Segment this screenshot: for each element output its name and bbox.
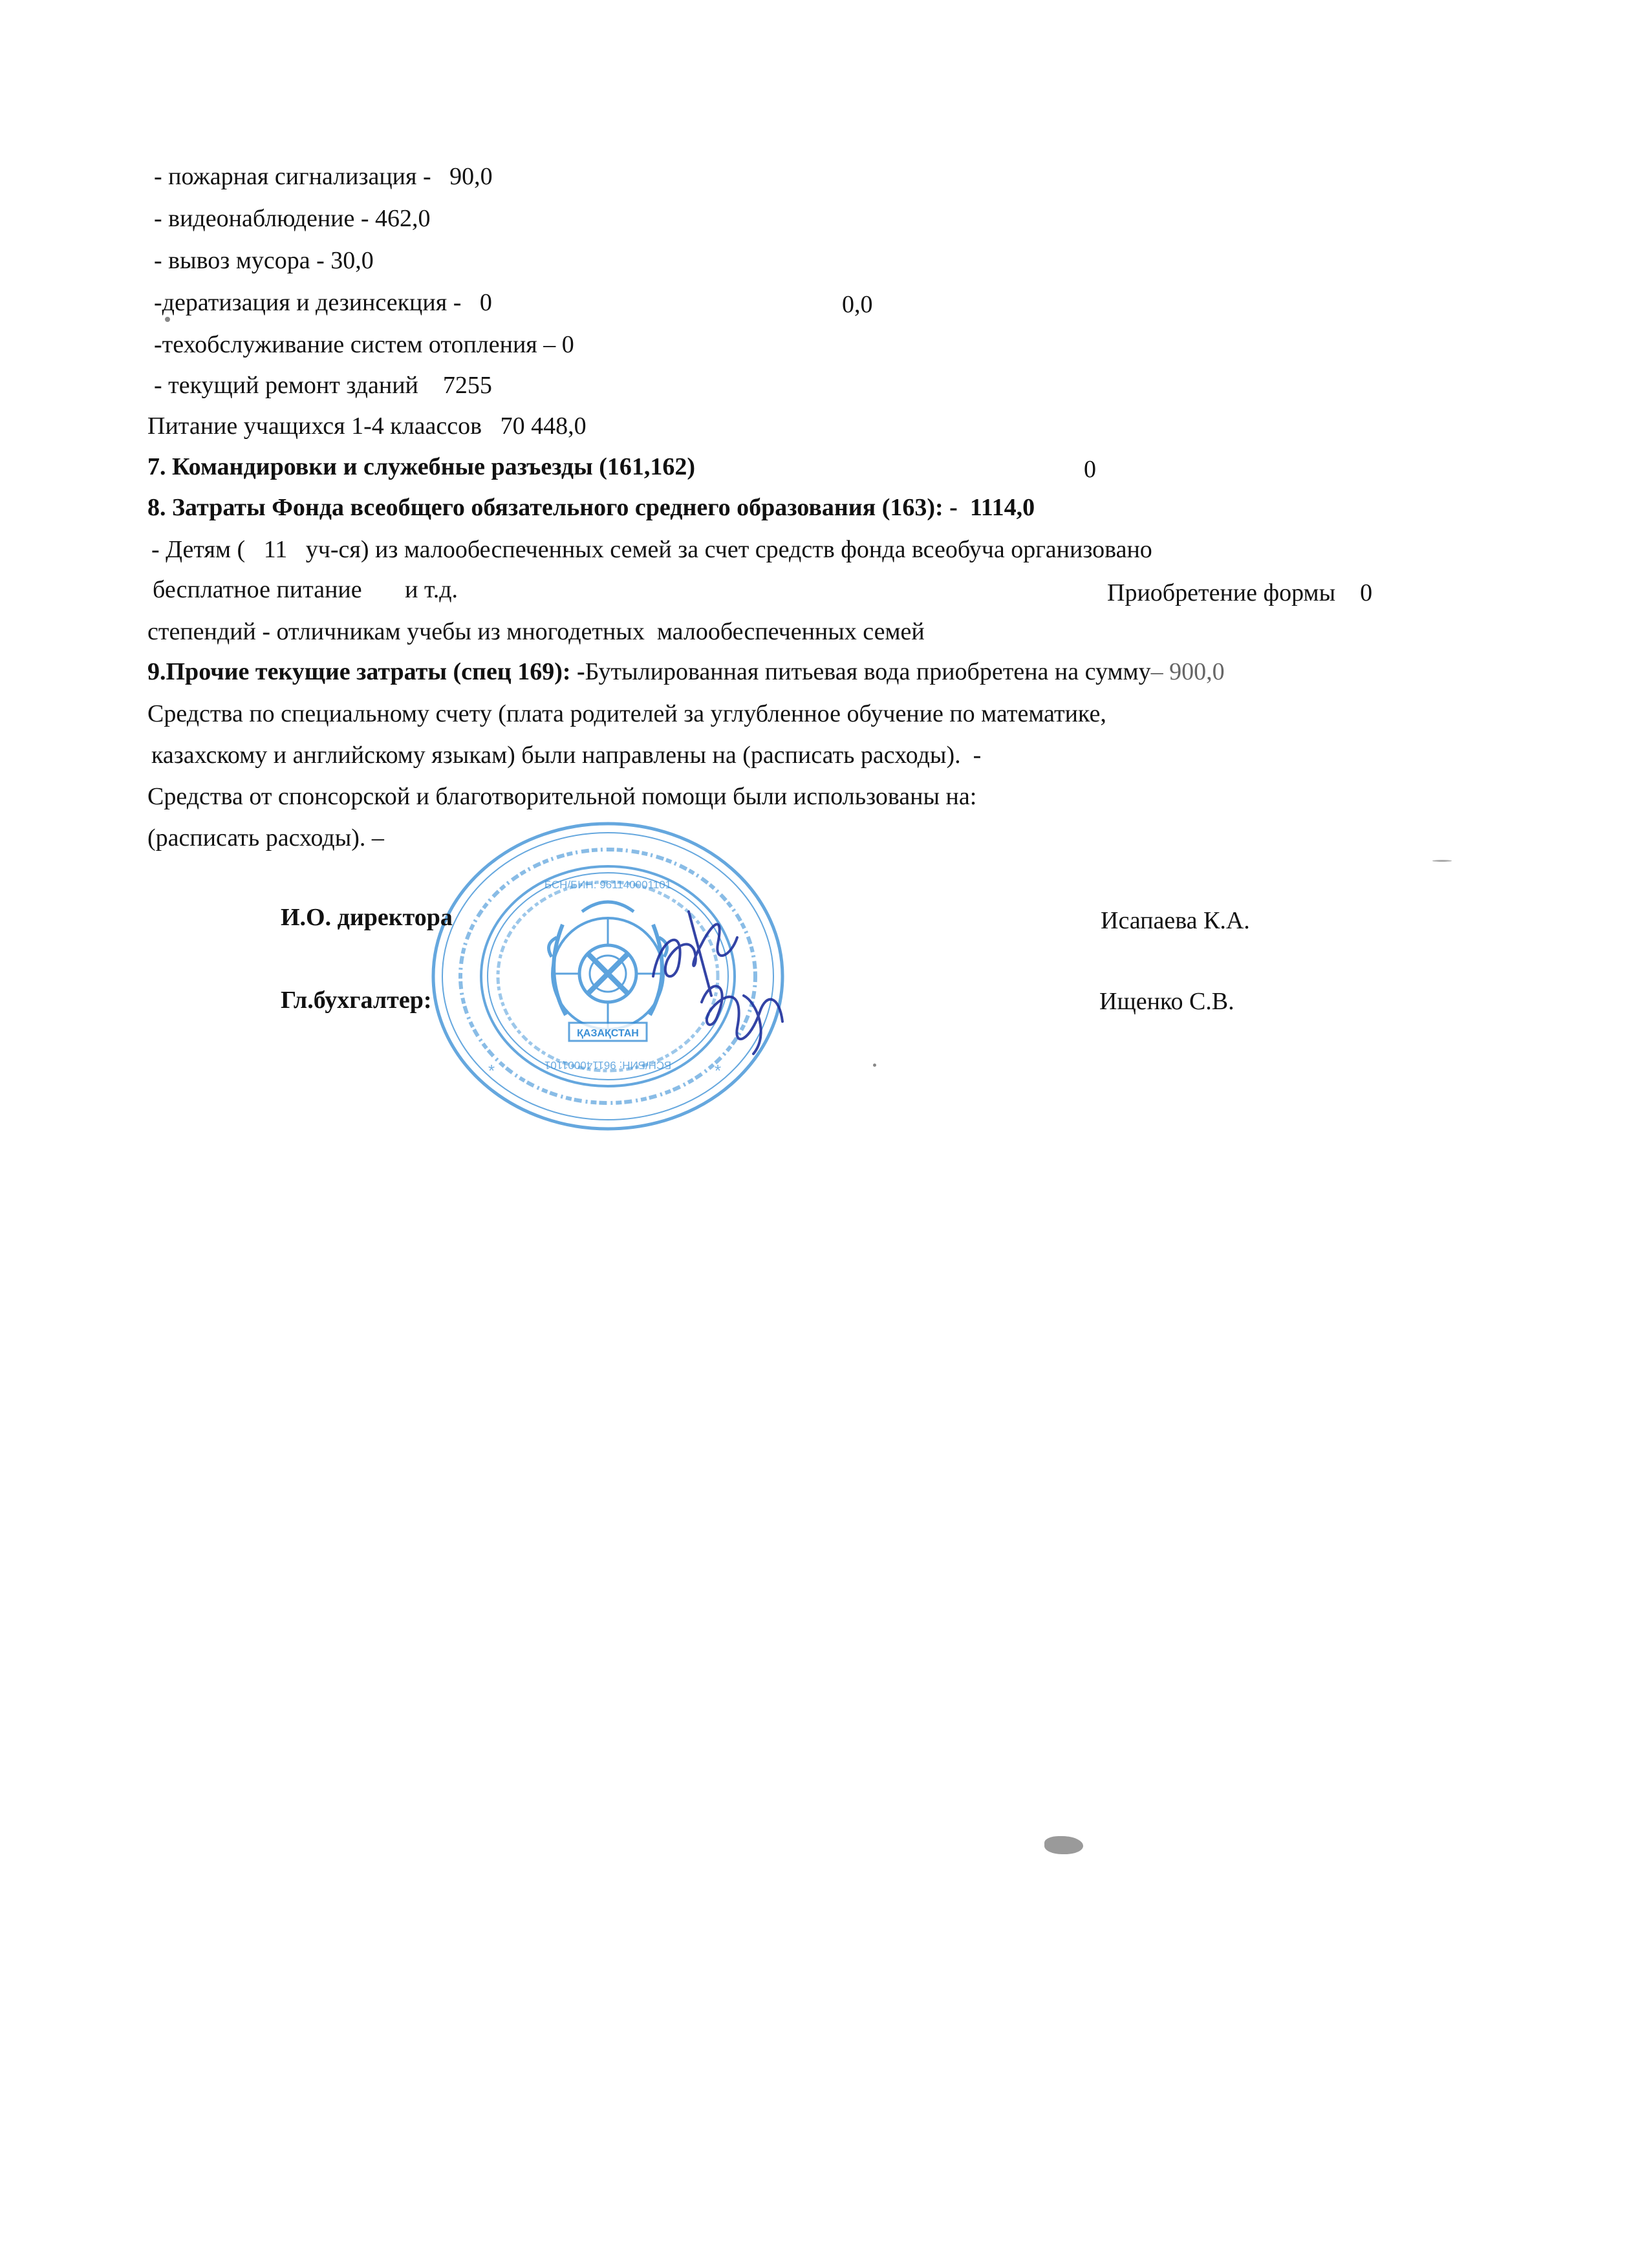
- section9-title: 9.Прочие текущие затраты (спец 169): -: [147, 658, 585, 685]
- accountant-label: Гл.бухгалтер:: [281, 987, 432, 1014]
- nutrition-line: Питание учащихся 1-4 клаассов 70 448,0: [147, 412, 587, 440]
- fire-alarm-line: - пожарная сигнализация - 90,0: [154, 163, 493, 190]
- section9-text: Бутылированная питьевая вода приобретена на сумму: [585, 658, 1151, 685]
- stamp-bin-text: БСН/БИН: 961140001101: [544, 879, 672, 891]
- section8-stipends-line: степендий - отличникам учебы из многодетных малообеспеченных семей: [147, 618, 925, 645]
- scan-speck: [165, 317, 170, 322]
- video-surveillance-line: - видеонаблюдение - 462,0: [154, 205, 431, 232]
- section9-amount: – 900,0: [1150, 658, 1225, 685]
- sponsor-line-1: Средства от спонсорской и благотворительной помощи были использованы на:: [147, 783, 977, 810]
- section7-title: 7. Командировки и служебные разъезды (161,162): [147, 453, 696, 480]
- scan-smudge: [1044, 1836, 1083, 1854]
- scan-speck: [873, 1064, 876, 1067]
- accountant-name: Ищенко С.В.: [1099, 988, 1234, 1015]
- deratization-amount: 0,0: [842, 291, 873, 318]
- section8-free-meals-line: бесплатное питание и т.д.: [153, 576, 458, 603]
- heating-maintenance-line: -техобслуживание систем отопления – 0: [154, 331, 574, 358]
- stamp-center-text: ҚАЗАҚСТАН: [577, 1028, 639, 1039]
- section7-amount: 0: [1084, 456, 1096, 483]
- section8-title: 8. Затраты Фонда всеобщего обязательного среднего образования (163): - 1114,0: [147, 494, 1035, 521]
- sponsor-line-2: (расписать расходы). –: [147, 824, 384, 851]
- section8-uniform-line: Приобретение формы 0: [1107, 579, 1373, 606]
- deratization-line: -дератизация и дезинсекция - 0: [154, 289, 492, 316]
- director-label: И.О. директора: [281, 904, 453, 931]
- section8-children-line: - Детям ( 11 уч-ся) из малообеспеченных семей за счет средств фонда всеобуча организовано: [151, 536, 1152, 563]
- stamp-star-right: *: [715, 1061, 722, 1080]
- stamp-star-left: *: [488, 1061, 495, 1080]
- director-name: Исапаева К.А.: [1101, 907, 1250, 934]
- special-account-line-1: Средства по специальному счету (плата родителей за углубленное обучение по математике,: [147, 700, 1106, 727]
- special-account-line-2: казахскому и английскому языкам) были направлены на (расписать расходы). -: [151, 742, 982, 769]
- garbage-removal-line: - вывоз мусора - 30,0: [154, 247, 374, 274]
- section9-line: [147, 659, 1225, 684]
- handwritten-signatures: [640, 899, 795, 1067]
- stamp-bin-text-lower: БСН/БИН: 961140001101: [544, 1059, 672, 1071]
- building-repair-line: - текущий ремонт зданий 7255: [154, 372, 492, 399]
- scan-mark: [1432, 860, 1452, 862]
